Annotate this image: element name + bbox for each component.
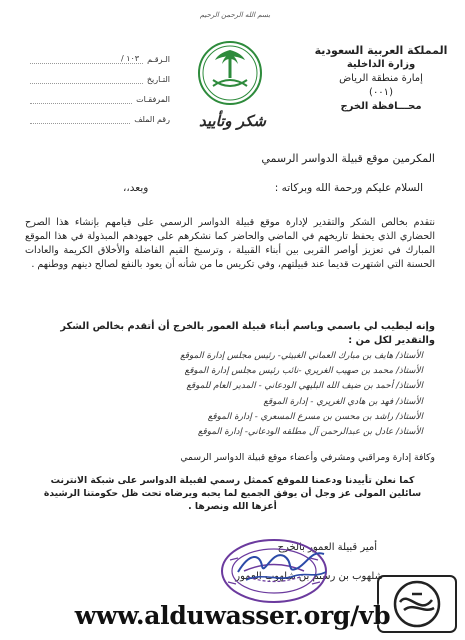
- thanks-paragraph: نتقدم بخالص الشكر والتقدير لإدارة موقع قبيلة الدواسر الرسمي على قيامهم بإنشاء هذا الصرح الحضاري الذي يحفظ تاريخهم في الماضي والحاضر كما نشكرهم على جهودهم المبذولة في هذا الموقع المبارك في تعزيز أواصر القربى بين أبناء القبيلة ، وترسيخ القيم الفاضلة والأخلاق الكريمة والعادات الحسنة التي اشتهرت قديما عند قبيلتهم، وفي تكريس ما من شأنه أن يعود بالنفع لصالح دينهم ووطنهم .: [25, 217, 435, 270]
- list-item: الأستاذ/ أحمد بن ضيف الله البليهي الودعاني - المدير العام للموقع: [186, 381, 423, 392]
- meta-label: الـرقـم: [147, 55, 170, 64]
- letter-title: شكر وتأييد: [199, 112, 266, 130]
- watermark-url: www.alduwasser.org/vb: [74, 601, 391, 630]
- meta-label: رقم الملف: [134, 115, 170, 124]
- meta-row-attachments: [30, 84, 170, 104]
- meta-label: التـاريخ: [146, 75, 170, 84]
- meta-value: [30, 83, 143, 84]
- meta-label: المرفقـات: [136, 95, 170, 104]
- list-item: الأستاذ/ عادل بن عبدالرحمن آل مطلقه الودعاني- إدارة الموقع: [197, 427, 423, 438]
- meta-row-number: [30, 44, 170, 64]
- organization-header: [311, 44, 451, 114]
- list-item: الأستاذ/ راشد بن محسن بن مسرع المسعري - إدارة الموقع: [207, 411, 423, 422]
- handwritten-signature-icon: [232, 542, 332, 588]
- meta-value: [30, 103, 132, 104]
- org-line-region: إمارة منطقة الرياض: [339, 73, 423, 84]
- org-line-code: (٠٠١): [369, 87, 393, 98]
- saudi-emblem-icon: [197, 40, 263, 106]
- basmala: بسم الله الرحمن الرحيم: [199, 11, 271, 19]
- org-line-governorate: محـــافظة الخرج: [340, 101, 422, 112]
- support-paragraph: كما نعلن تأييدنا ودعمنا للموقع كممثل رسمي لقبيلة الدواسر على شبكة الانترنت سائلين المولى عز وجل أن يوفق الجميع لما يحبه ويرضاه تحت ظل حكومتنا الرشيدة أعزها الله ونصرها .: [43, 475, 422, 512]
- org-line-ministry: وزارة الداخلية: [346, 59, 416, 70]
- appreciation-paragraph: وإنه ليطيب لي باسمي وباسم أبناء قبيلة العمور بالخرج أن أتقدم بخالص الشكر والتقدير لكل من :: [60, 321, 435, 346]
- signature-name: شلهوب بن رستم بن شلهوب العمور: [235, 571, 383, 582]
- org-line-country: المملكة العربية السعودية: [314, 44, 448, 57]
- staff-line: وكافة إدارة ومراقبي ومشرفي وأعضاء موقع قبيلة الدواسر الرسمي: [180, 452, 435, 463]
- meta-row-date: [30, 64, 170, 84]
- signature-title: أمير قبيلة العمور بالخرج: [277, 542, 377, 553]
- greeting-text: السلام عليكم ورحمة الله وبركاته :: [274, 182, 423, 194]
- greeting-line: [123, 182, 423, 194]
- recipient-line: المكرمين موقع قبيلة الدواسر الرسمي: [261, 152, 435, 165]
- greeting-end: وبعد،،: [123, 182, 149, 194]
- list-item: الأستاذ/ هايف بن مبارك العماني الغبيثي- رئيس مجلس إدارة الموقع: [180, 351, 423, 361]
- list-item: الأستاذ/ محمد بن صهيب الغريري -نائب رئيس مجلس إدارة الموقع: [184, 366, 423, 377]
- list-item: الأستاذ/ فهد بن هادي الغريري - إدارة الموقع: [263, 396, 423, 407]
- meta-value: ١٠٣ /: [30, 54, 143, 64]
- names-list: [23, 349, 423, 440]
